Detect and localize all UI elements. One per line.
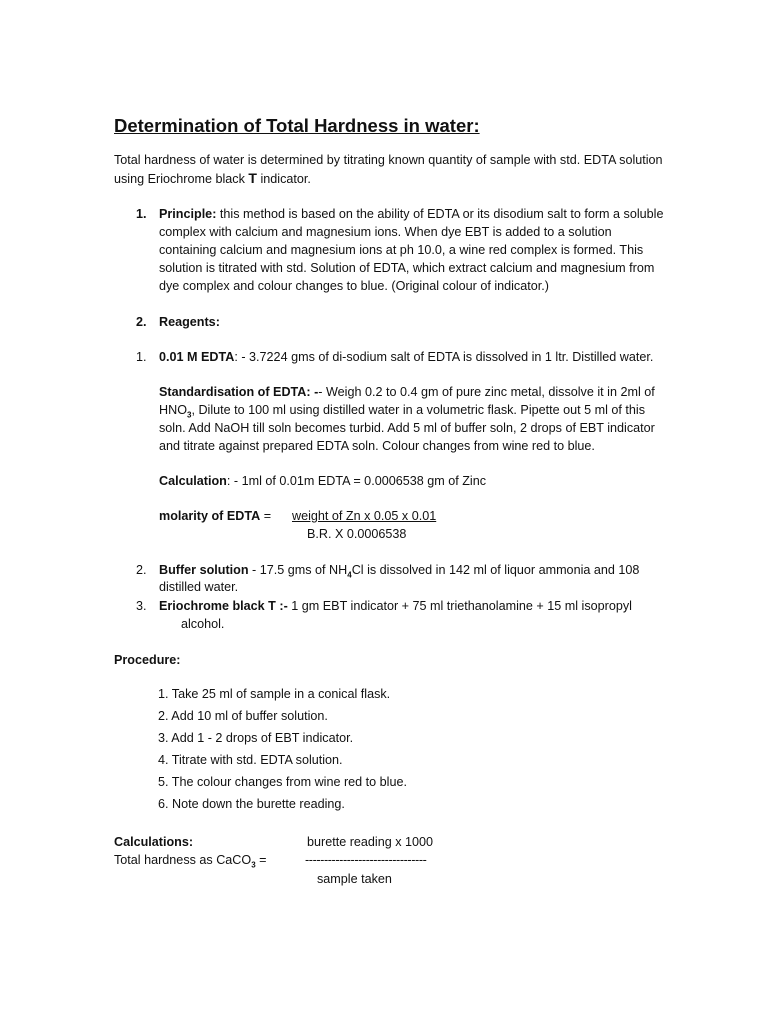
principle-number: 1.: [136, 207, 147, 221]
buffer-number: 2.: [136, 563, 147, 577]
principle-line-2: complex with calcium and magnesium ions. When dye EBT is added to a solution: [159, 225, 612, 239]
procedure-step: 3. Add 1 - 2 drops of EBT indicator.: [158, 731, 354, 745]
procedure-step: 2. Add 10 ml of buffer solution.: [158, 709, 328, 723]
procedure-step: 4. Titrate with std. EDTA solution.: [158, 753, 343, 767]
hardness-denominator: sample taken: [317, 872, 392, 886]
molarity-denominator: B.R. X 0.0006538: [307, 527, 407, 541]
principle-line-4: solution is titrated with std. Solution of EDTA, which extract calcium and magnesium from: [159, 261, 655, 275]
intro-line-1: Total hardness of water is determined by titrating known quantity of sample with std. EDTA solution: [114, 153, 663, 167]
eriochrome-line-1: Eriochrome black T :- 1 gm EBT indicator + 75 ml triethanolamine + 15 ml isopropyl: [159, 599, 632, 613]
hardness-lhs: Total hardness as CaCO$_3$ =: [114, 853, 267, 870]
principle-line-3: containing calcium and magnesium ions at ph 10.0, a wine red complex is formed. This: [159, 243, 644, 257]
edta-line: 0.01 M EDTA: - 3.7224 gms of di-sodium salt of EDTA is dissolved in 1 ltr. Distilled water.: [159, 350, 654, 364]
reagents-number: 2.: [136, 315, 147, 329]
standardisation-line-3: soln. Add NaOH till soln becomes turbid. Add 5 ml of buffer soln, 2 drops of EBT indicator: [159, 421, 655, 435]
eriochrome-line-2: alcohol.: [181, 617, 225, 631]
intro-line-2: using Eriochrome black T indicator.: [114, 170, 311, 186]
calculations-heading: Calculations:: [114, 835, 194, 849]
hardness-numerator: burette reading x 1000: [307, 835, 434, 849]
molarity-label: molarity of EDTA =: [159, 509, 272, 523]
principle-line-5: dye complex and colour changes to blue. (Original colour of indicator.): [159, 279, 549, 293]
standardisation-line-2: $HNO_3$, Dilute to 100 ml using distilled water in a volumetric flask. Pipette out 5 ml of this: [159, 403, 646, 420]
edta-number: 1.: [136, 350, 147, 364]
standardisation-line-4: and titrate against prepared EDTA soln. Colour changes from wine red to blue.: [159, 439, 595, 453]
calculation-line: Calculation: - 1ml of 0.01m EDTA = 0.0006538 gm of Zinc: [159, 474, 487, 488]
buffer-line-2: distilled water.: [159, 580, 239, 594]
procedure-step: 1. Take 25 ml of sample in a conical flask.: [158, 687, 391, 701]
hardness-divider: --------------------------------: [305, 853, 427, 867]
eriochrome-number: 3.: [136, 599, 147, 613]
procedure-heading: Procedure:: [114, 653, 181, 667]
reagents-heading: Reagents:: [159, 315, 220, 329]
molarity-numerator: weight of Zn x 0.05 x 0.01: [292, 509, 437, 523]
procedure-step: 5. The colour changes from wine red to blue.: [158, 775, 407, 789]
principle-line-1: Principle: this method is based on the ability of EDTA or its disodium salt to form a soluble: [159, 207, 664, 221]
procedure-step: 6. Note down the burette reading.: [158, 797, 345, 811]
standardisation-line-1: Standardisation of EDTA: -- Weigh 0.2 to 0.4 gm of pure zinc metal, dissolve it in 2ml of: [159, 385, 655, 399]
page-title: Determination of Total Hardness in water:: [114, 115, 480, 136]
buffer-line-1: Buffer solution - 17.5 gms of $NH_4Cl$ is dissolved in 142 ml of liquor ammonia and 108: [159, 563, 640, 580]
